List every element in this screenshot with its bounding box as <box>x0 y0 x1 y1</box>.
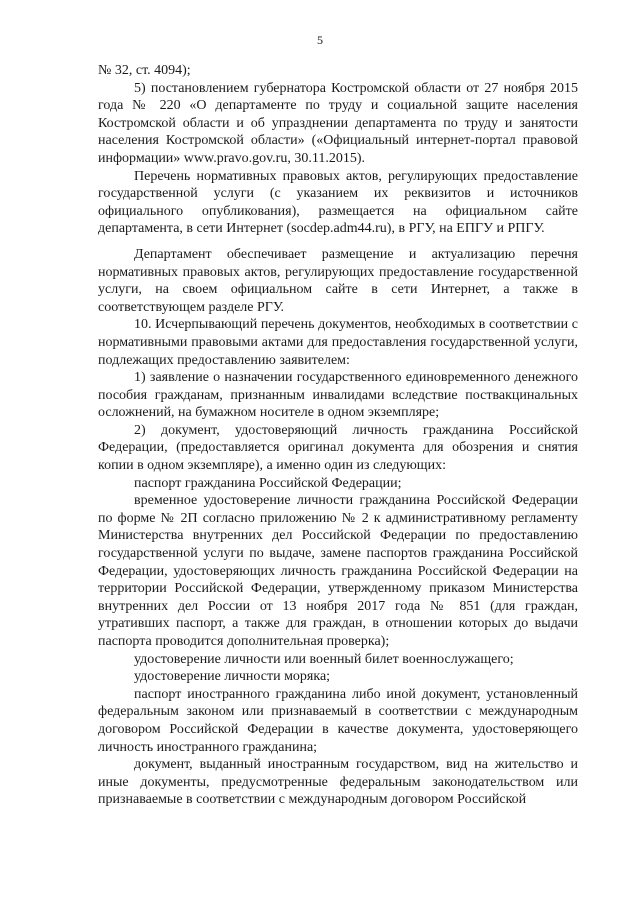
paragraph-item-2-identity-document: 2) документ, удостоверяющий личность гражданина Российской Федерации, (предоставляется оригинал документа для обозрения и снятия копии в одном экземпляре), а именно один из следующих: <box>98 422 578 474</box>
paragraph-normative-acts-list: Перечень нормативных правовых актов, регулирующих предоставление государственной услуги (с указанием их реквизитов и источников официального опубликования), размещается на официальном сайте департамента, в сети Интернет (socdep.adm44.ru), в РГУ, на ЕПГУ и РПГУ. <box>98 168 578 237</box>
page-number: 5 <box>317 33 323 47</box>
paragraph-passport: паспорт гражданина Российской Федерации; <box>134 475 402 491</box>
paragraph-temporary-id: временное удостоверение личности гражданина Российской Федерации по форме № 2П согласно приложению № 2 к административному регламенту Министерства внутренних дел Российской Федерации по предоставлению государственной услуги по выдаче, замене паспортов гражданина Российской Федерации, удостоверяющих личность гражданина Российской Федерации на территории Российской Федерации, утвержденному приказом Министерства внутренних дел России от 13 ноября 2017 года № 851 (для граждан, утративших паспорт, а также для граждан, в отношении которых до выдачи паспорта проводится дополнительная проверка); <box>98 493 578 649</box>
paragraph-military-id: удостоверение личности или военный билет военнослужащего; <box>134 651 514 667</box>
paragraph-item-1-application: 1) заявление о назначении государственного единовременного денежного пособия гражданам, признанным инвалидами вследствие поствакцинальных осложнений, на бумажном носителе в одном экземпляре; <box>98 370 578 421</box>
paragraph-residence-permit: документ, выданный иностранным государством, вид на жительство и иные документы, предусмотренные федеральным законодательством или признаваемые в соответствии с международным договором Российской <box>98 757 578 808</box>
paragraph-continuation: № 32, ст. 4094); <box>98 63 191 78</box>
paragraph-seaman-id: удостоверение личности моряка; <box>134 669 331 685</box>
paragraph-section-10: 10. Исчерпывающий перечень документов, необходимых в соответствии с нормативными правовыми актами для предоставления государственной услуги, подлежащих предоставлению заявителем: <box>98 317 578 368</box>
paragraph-department-duties: Департамент обеспечивает размещение и актуализацию перечня нормативных правовых актов, регулирующих предоставление государственной услуги, на своем официальном сайте в сети Интернет, а также в соответствующем разделе РГУ. <box>98 246 578 315</box>
paragraph-list-item-5: 5) постановлением губернатора Костромской области от 27 ноября 2015 года № 220 «О департаменте по труду и социальной защите населения Костромской области и об упразднении департамента по труду и занятости населения Костромской области» («Официальный интернет-портал правовой информации» www.pravo.gov.ru, 30.11.2015). <box>98 80 578 166</box>
paragraph-foreign-passport: паспорт иностранного гражданина либо иной документ, установленный федеральным законом или признаваемый в соответствии с международным договором Российской Федерации в качестве документа, удостоверяющего личность иностранного гражданина; <box>98 686 578 755</box>
document-body <box>98 62 578 809</box>
